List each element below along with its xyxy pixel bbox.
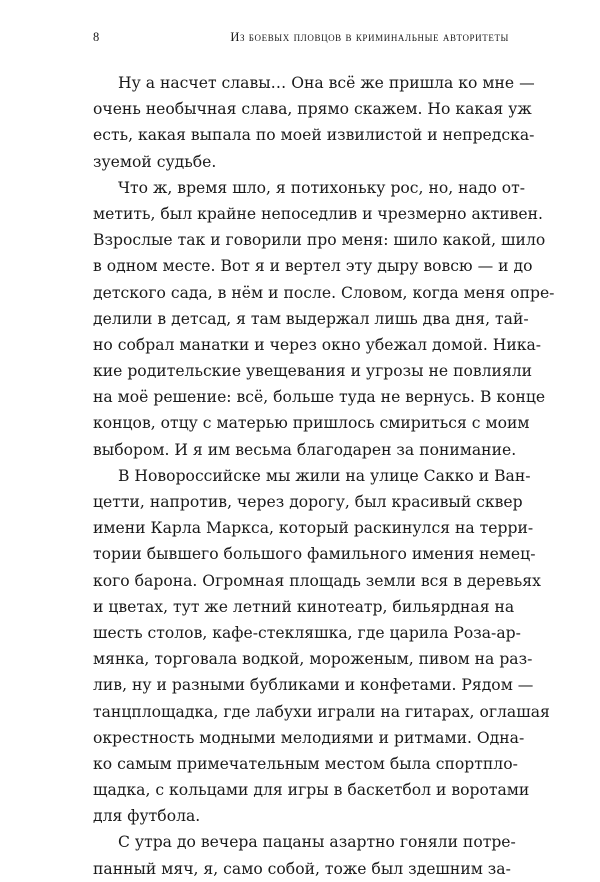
paragraph [93,175,555,463]
text-line: С утра до вечера пацаны азартно гоняли потре- [118,833,516,852]
paragraph [93,70,535,175]
text-line: метить, был крайне непоседлив и чрезмерно активен. [93,204,543,223]
page-header [93,30,509,46]
text-line: шесть столов, кафе-стекляшка, где царила Роза-ар- [93,623,521,642]
paragraph [93,829,516,881]
text-line: для футбола. [93,807,201,826]
text-line: кого барона. Огромная площадь земли вся в деревьях [93,571,541,590]
text-line: выбором. И я им весьма благодарен за понимание. [93,440,517,459]
text-line: окрестность модными мелодиями и ритмами. Одна- [93,728,525,747]
text-line: панный мяч, я, само собой, тоже был здешним за- [93,859,511,878]
paragraph [93,463,550,830]
running-title: Из боевых пловцов в криминальные авторитеты [230,30,509,44]
text-line: зуемой судьбе. [93,152,217,171]
text-line: лив, ну и разными бубликами и конфетами. Рядом — [93,676,534,695]
text-line: делили в детсад, я там выдержал лишь два дня, тай- [93,309,529,328]
text-line: В Новороссийске мы жили на улице Сакко и Ван- [118,466,531,485]
text-line: и цветах, тут же летний кинотеатр, бильярдная на [93,597,515,616]
text-line: кие родительские увещевания и угрозы не повлияли [93,362,533,381]
text-line: Ну а насчет славы… Она всё же пришла ко мне — [118,74,535,92]
text-line: щадка, с кольцами для игры в баскетбол и воротами [93,781,530,800]
text-line: Что ж, время шло, я потихоньку рос, но, надо от- [118,178,526,197]
body-text [93,70,555,882]
text-line: танцплощадка, где лабухи играли на гитарах, оглашая [93,702,550,721]
text-line: тории бывшего большого фамильного имения немец- [93,545,536,564]
text-line: в одном месте. Вот я и вертел эту дыру вовсю — и до [93,257,533,276]
text-line: Взрослые так и говорили про меня: шило какой, шило [93,231,546,250]
page-number: 8 [93,30,100,44]
text-line: мянка, торговала водкой, мороженым, пивом на раз- [93,650,533,669]
text-line: есть, какая выпала по моей извилистой и непредска- [93,126,535,145]
text-line: на моё решение: всё, больше туда не вернусь. В конце [93,388,546,407]
text-line: но собрал манатки и через окно убежал домой. Ника- [93,335,542,354]
text-line: имени Карла Маркса, который раскинулся на терри- [93,519,534,538]
text-line: ко самым примечательным местом была спортпло- [93,754,518,773]
text-line: цетти, напротив, через дорогу, был красивый сквер [93,493,523,511]
text-line: очень необычная слава, прямо скажем. Но какая уж [93,100,532,119]
text-line: концов, отцу с матерью пришлось смириться с моим [93,414,530,433]
text-line: детского сада, в нём и после. Словом, когда меня опре- [93,283,555,302]
